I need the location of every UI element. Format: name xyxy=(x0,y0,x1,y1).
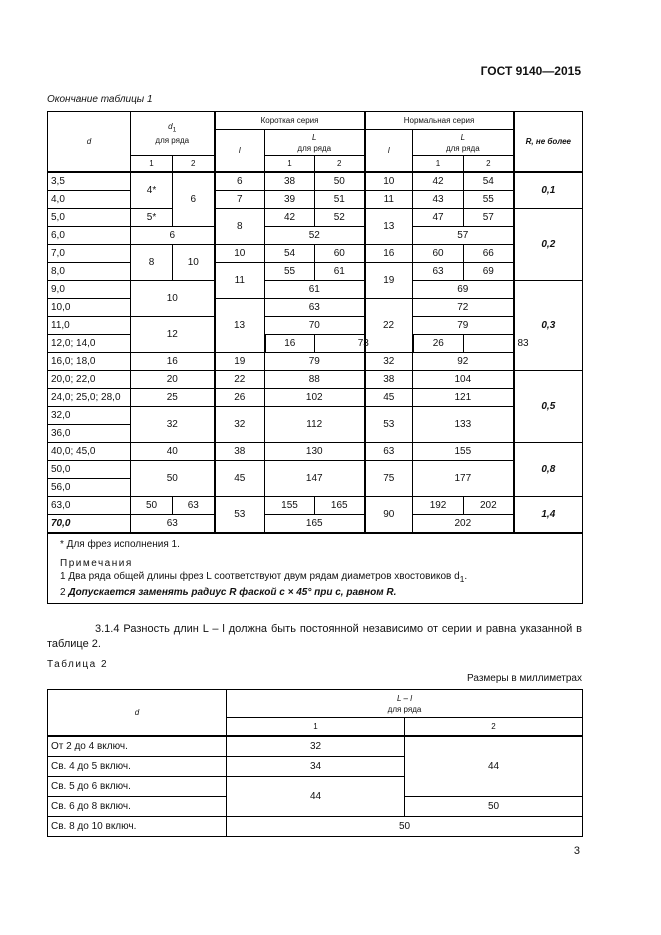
t2-cell-d: От 2 до 4 включ. xyxy=(48,736,227,757)
cell-short-L2: 60 xyxy=(315,244,365,262)
cell-d: 16,0; 18,0 xyxy=(48,352,131,370)
t2-header-col1: 1 xyxy=(227,718,405,736)
cell-d: 40,0; 45,0 xyxy=(48,442,131,460)
cell-normal-L-merged: 104 xyxy=(413,370,514,388)
cell-short-L2: 51 xyxy=(315,190,365,208)
cell-d1-merged: 10 xyxy=(131,280,215,316)
cell-d: 56,0 xyxy=(48,478,131,496)
cell-R: 1,4 xyxy=(514,496,583,533)
table2 xyxy=(47,689,583,837)
cell-short-L1: 54 xyxy=(265,244,315,262)
header-d1-col1: 1 xyxy=(131,156,173,172)
cell-normal-l: 19 xyxy=(365,262,413,298)
t2-header-col2: 2 xyxy=(405,718,583,736)
table-row xyxy=(48,280,583,298)
cell-short-L-merged: 63 xyxy=(265,298,365,316)
table2-title: Таблица 2 xyxy=(47,659,109,670)
cell-normal-L-merged: 121 xyxy=(413,388,514,406)
cell-short-l: 6 xyxy=(215,172,265,191)
cell-d: 3,5 xyxy=(48,172,131,191)
header-d: d xyxy=(48,112,131,172)
cell-short-L-merged: 52 xyxy=(265,226,365,244)
cell-d: 11,0 xyxy=(48,316,131,334)
t2-cell-d: Св. 5 до 6 включ. xyxy=(48,776,227,796)
cell-short-L-merged: 147 xyxy=(265,460,365,496)
footnote: * Для фрез исполнения 1. xyxy=(60,538,180,550)
cell-d: 12,0; 14,0 xyxy=(48,334,131,352)
note-2: 2 Допускается заменять радиус R фаской с × 45° при с, равном R. xyxy=(60,586,397,598)
table-row xyxy=(48,316,583,334)
cell-d: 63,0 xyxy=(48,496,131,514)
cell-normal-l: 45 xyxy=(365,388,413,406)
t2-cell-row1: 44 xyxy=(227,776,405,816)
cell-normal-L-merged: 83 xyxy=(464,334,583,352)
cell-d1-merged: 12 xyxy=(131,316,215,352)
cell-normal-L1: 192 xyxy=(413,496,464,514)
cell-short-L2: 50 xyxy=(315,172,365,191)
cell-normal-l: 26 xyxy=(413,334,464,352)
cell-d1-2: 63 xyxy=(173,496,215,514)
cell-d: 32,0 xyxy=(48,406,131,424)
table-row xyxy=(48,298,583,316)
note-1: 1 Два ряда общей длины фрез L соответствуют двум рядам диаметров хвостовиков $d_1$. xyxy=(60,570,468,584)
cell-normal-L1: 43 xyxy=(413,190,464,208)
cell-short-l: 10 xyxy=(215,244,265,262)
header-short-L-col2: 2 xyxy=(315,156,365,172)
table-row xyxy=(48,262,583,280)
cell-normal-L-merged: 69 xyxy=(413,280,514,298)
t2-cell-row1: 32 xyxy=(227,736,405,757)
cell-R: 0,8 xyxy=(514,442,583,496)
header-R: R, не более xyxy=(514,112,583,172)
t2-cell-d: Св. 8 до 10 включ. xyxy=(48,816,227,836)
standard-number: ГОСТ 9140—2015 xyxy=(480,64,581,78)
cell-d1-merged: 50 xyxy=(131,460,215,496)
cell-short-L1: 42 xyxy=(265,208,315,226)
cell-short-L2: 165 xyxy=(315,496,365,514)
cell-short-L2: 52 xyxy=(315,208,365,226)
cell-d1-1: 5* xyxy=(131,208,173,226)
table-row xyxy=(48,406,583,424)
cell-d1-1: 8 xyxy=(131,244,173,280)
t2-cell-d: Св. 6 до 8 включ. xyxy=(48,796,227,816)
cell-short-l: 8 xyxy=(215,208,265,244)
cell-normal-l: 63 xyxy=(365,442,413,460)
cell-normal-l: 75 xyxy=(365,460,413,496)
table-row xyxy=(48,334,583,352)
cell-normal-l: 10 xyxy=(365,172,413,191)
cell-normal-L2: 54 xyxy=(464,172,514,191)
table-row xyxy=(48,514,583,533)
header-normal-L: L для ряда xyxy=(413,130,514,156)
t2-cell-merged: 50 xyxy=(227,816,583,836)
paragraph-3-1-4: 3.1.4 Разность длин L – l должна быть постоянной независимо от серии и равна указанной в таблице 2. xyxy=(47,623,582,650)
cell-d1-merged: 63 xyxy=(131,514,215,533)
cell-normal-L1: 60 xyxy=(413,244,464,262)
cell-normal-L2: 55 xyxy=(464,190,514,208)
header-normal-L-col1: 1 xyxy=(413,156,464,172)
header-normal-series: Нормальная серия xyxy=(365,112,514,130)
cell-short-L-merged: 102 xyxy=(265,388,365,406)
cell-R: 0,5 xyxy=(514,370,583,442)
table-row xyxy=(48,208,583,226)
table-row xyxy=(48,226,583,244)
cell-short-L-merged: 61 xyxy=(265,280,365,298)
cell-normal-l: 22 xyxy=(365,298,413,352)
cell-d: 24,0; 25,0; 28,0 xyxy=(48,388,131,406)
header-d1-col2: 2 xyxy=(173,156,215,172)
cell-short-L-merged: 70 xyxy=(265,316,365,334)
cell-short-L-merged: 130 xyxy=(265,442,365,460)
cell-normal-l: 32 xyxy=(365,352,413,370)
cell-normal-L1: 42 xyxy=(413,172,464,191)
table-row xyxy=(48,442,583,460)
cell-d1-1: 4* xyxy=(131,172,173,209)
header-short-l: l xyxy=(215,130,265,172)
cell-short-l: 13 xyxy=(215,298,265,352)
table-row xyxy=(48,388,583,406)
cell-d1-merged: 16 xyxy=(131,352,215,370)
cell-normal-L-merged: 79 xyxy=(413,316,514,334)
cell-R: 0,2 xyxy=(514,208,583,280)
cell-normal-L1: 47 xyxy=(413,208,464,226)
cell-d1-merged: 32 xyxy=(131,406,215,442)
cell-normal-l: 13 xyxy=(365,208,413,244)
cell-short-l: 45 xyxy=(215,460,265,496)
cell-d: 50,0 xyxy=(48,460,131,478)
cell-d1-2: 10 xyxy=(173,244,215,280)
table1 xyxy=(47,111,583,604)
cell-normal-L2: 69 xyxy=(464,262,514,280)
cell-short-L1: 155 xyxy=(265,496,315,514)
cell-short-l: 26 xyxy=(215,388,265,406)
cell-d1-2: 6 xyxy=(173,172,215,227)
cell-d: 9,0 xyxy=(48,280,131,298)
t2-header-Ll: L – l для ряда xyxy=(227,690,583,718)
t2-header-d: d xyxy=(48,690,227,736)
cell-normal-l: 16 xyxy=(365,244,413,262)
table-row xyxy=(48,736,583,757)
table2-units: Размеры в миллиметрах xyxy=(467,673,582,684)
cell-d: 4,0 xyxy=(48,190,131,208)
cell-normal-L2: 57 xyxy=(464,208,514,226)
cell-short-L1: 39 xyxy=(265,190,315,208)
header-short-L-col1: 1 xyxy=(265,156,315,172)
table-row xyxy=(48,352,583,370)
table1-caption: Окончание таблицы 1 xyxy=(47,94,153,105)
cell-normal-L-merged: 72 xyxy=(413,298,514,316)
cell-d: 8,0 xyxy=(48,262,131,280)
table-row xyxy=(48,460,583,478)
table-row xyxy=(48,370,583,388)
cell-short-l: 11 xyxy=(215,262,265,298)
table-row xyxy=(48,190,583,208)
cell-normal-l: 90 xyxy=(365,496,413,533)
cell-d1-1: 50 xyxy=(131,496,173,514)
header-short-series: Короткая серия xyxy=(215,112,365,130)
cell-d1-merged: 6 xyxy=(131,226,215,244)
table-row xyxy=(48,816,583,836)
cell-d: 6,0 xyxy=(48,226,131,244)
cell-normal-L-merged: 202 xyxy=(413,514,514,533)
header-d1: $d_1$ для ряда xyxy=(131,112,215,156)
t2-cell-row2: 50 xyxy=(405,796,583,816)
cell-short-L2: 61 xyxy=(315,262,365,280)
header-normal-L-col2: 2 xyxy=(464,156,514,172)
cell-d: 36,0 xyxy=(48,424,131,442)
cell-normal-L2: 66 xyxy=(464,244,514,262)
cell-normal-L-merged: 57 xyxy=(413,226,514,244)
cell-short-L1: 38 xyxy=(265,172,315,191)
t2-cell-row1: 34 xyxy=(227,756,405,776)
cell-d: 7,0 xyxy=(48,244,131,262)
table-row xyxy=(48,172,583,191)
cell-d: 5,0 xyxy=(48,208,131,226)
cell-d: 10,0 xyxy=(48,298,131,316)
cell-d1-merged: 40 xyxy=(131,442,215,460)
cell-short-l: 38 xyxy=(215,442,265,460)
cell-short-l: 53 xyxy=(215,496,265,533)
cell-short-L-merged: 79 xyxy=(265,352,365,370)
cell-R: 0,3 xyxy=(514,280,583,370)
cell-normal-L2: 202 xyxy=(464,496,514,514)
cell-normal-L-merged: 133 xyxy=(413,406,514,442)
header-short-L: L для ряда xyxy=(265,130,365,156)
cell-normal-l: 11 xyxy=(365,190,413,208)
cell-short-l: 32 xyxy=(215,406,265,442)
notes-title: Примечания xyxy=(60,557,133,569)
t2-cell-row2: 44 xyxy=(405,736,583,797)
header-normal-l: l xyxy=(365,130,413,172)
cell-normal-L-merged: 92 xyxy=(413,352,514,370)
cell-normal-L-merged: 177 xyxy=(413,460,514,496)
cell-short-l: 22 xyxy=(215,370,265,388)
cell-d: 20,0; 22,0 xyxy=(48,370,131,388)
cell-d1-merged: 20 xyxy=(131,370,215,388)
t2-cell-d: Св. 4 до 5 включ. xyxy=(48,756,227,776)
cell-normal-L-merged: 155 xyxy=(413,442,514,460)
cell-short-L1: 55 xyxy=(265,262,315,280)
cell-short-L-merged: 88 xyxy=(265,370,365,388)
cell-normal-l: 38 xyxy=(365,370,413,388)
table-row xyxy=(48,244,583,262)
cell-normal-L1: 63 xyxy=(413,262,464,280)
cell-R: 0,1 xyxy=(514,172,583,209)
cell-short-l: 16 xyxy=(265,334,315,352)
page-number: 3 xyxy=(573,845,580,857)
cell-short-L-merged: 73 xyxy=(315,334,413,352)
cell-d1-merged: 25 xyxy=(131,388,215,406)
cell-d: 70,0 xyxy=(48,514,131,533)
cell-short-L-merged: 112 xyxy=(265,406,365,442)
cell-short-L-merged: 165 xyxy=(265,514,365,533)
table1-notes xyxy=(48,533,583,604)
cell-short-l: 7 xyxy=(215,190,265,208)
table-row xyxy=(48,496,583,514)
cell-short-l: 19 xyxy=(215,352,265,370)
cell-normal-l: 53 xyxy=(365,406,413,442)
